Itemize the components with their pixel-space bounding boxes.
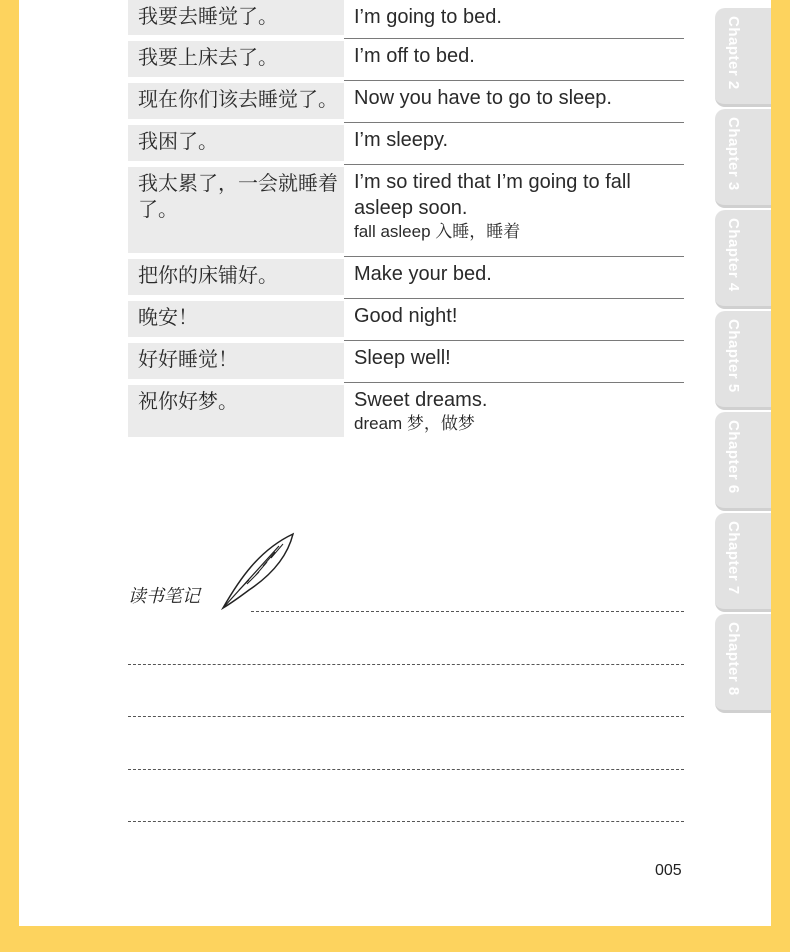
note-line [128,664,684,665]
phrase-row [128,80,684,122]
english-phrase [344,80,684,122]
chinese-phrase: 现在你们该去睡觉了。 [128,80,344,122]
tab-label: Chapter 5 [725,319,742,393]
tab-label: Chapter 2 [725,16,742,90]
english-text: I’m going to bed. [354,6,502,28]
english-phrase [344,122,684,164]
english-phrase [344,340,684,382]
english-phrase [344,298,684,340]
phrase-row [128,122,684,164]
chinese-phrase: 我太累了，一会就睡着了。 [128,164,344,256]
feather-icon [219,530,299,615]
note-line [251,611,684,612]
tab-label: Chapter 4 [725,218,742,292]
chinese-phrase: 我要上床去了。 [128,38,344,80]
phrase-table [128,0,684,443]
phrase-row [128,164,684,256]
tab-chapter-6[interactable] [715,412,771,511]
notes-title: 读书笔记 [128,586,200,607]
english-phrase [344,38,684,80]
vocab-note: fall asleep 入睡，睡着 [354,221,521,241]
chinese-phrase: 我要去睡觉了。 [128,0,344,38]
english-text: Sweet dreams. [354,388,488,411]
book-page [19,0,771,926]
english-text: Now you have to go to sleep. [354,86,612,109]
english-text: I’m so tired that I’m going to fall asleep soon. [354,170,631,219]
english-phrase [344,0,684,38]
note-line [128,716,684,717]
english-phrase [344,382,684,440]
phrase-row [128,298,684,340]
page-number: 005 [655,862,682,879]
english-text: Good night! [354,304,458,327]
note-line [128,769,684,770]
english-text: Make your bed. [354,262,492,285]
english-text: I’m sleepy. [354,128,449,151]
tab-chapter-5[interactable] [715,311,771,410]
chinese-phrase: 晚安！ [128,298,344,340]
tab-chapter-7[interactable] [715,513,771,612]
chinese-phrase: 把你的床铺好。 [128,256,344,298]
phrase-row [128,38,684,80]
chinese-phrase: 好好睡觉！ [128,340,344,382]
phrase-row [128,256,684,298]
phrase-row [128,382,684,440]
tab-label: Chapter 3 [725,117,742,191]
chinese-phrase: 祝你好梦。 [128,382,344,440]
tab-chapter-3[interactable] [715,109,771,208]
tab-chapter-8[interactable] [715,614,771,713]
tab-label: Chapter 8 [725,622,742,696]
english-text: I’m off to bed. [354,44,475,67]
english-phrase [344,164,684,256]
phrase-row [128,340,684,382]
english-text: Sleep well! [354,346,451,369]
english-phrase [344,256,684,298]
note-line [128,821,684,822]
vocab-note: dream 梦，做梦 [354,413,475,433]
tab-label: Chapter 7 [725,521,742,595]
tab-chapter-4[interactable] [715,210,771,309]
phrase-row [128,0,684,38]
tab-label: Chapter 6 [725,420,742,494]
chinese-phrase: 我困了。 [128,122,344,164]
tab-chapter-2[interactable] [715,8,771,107]
